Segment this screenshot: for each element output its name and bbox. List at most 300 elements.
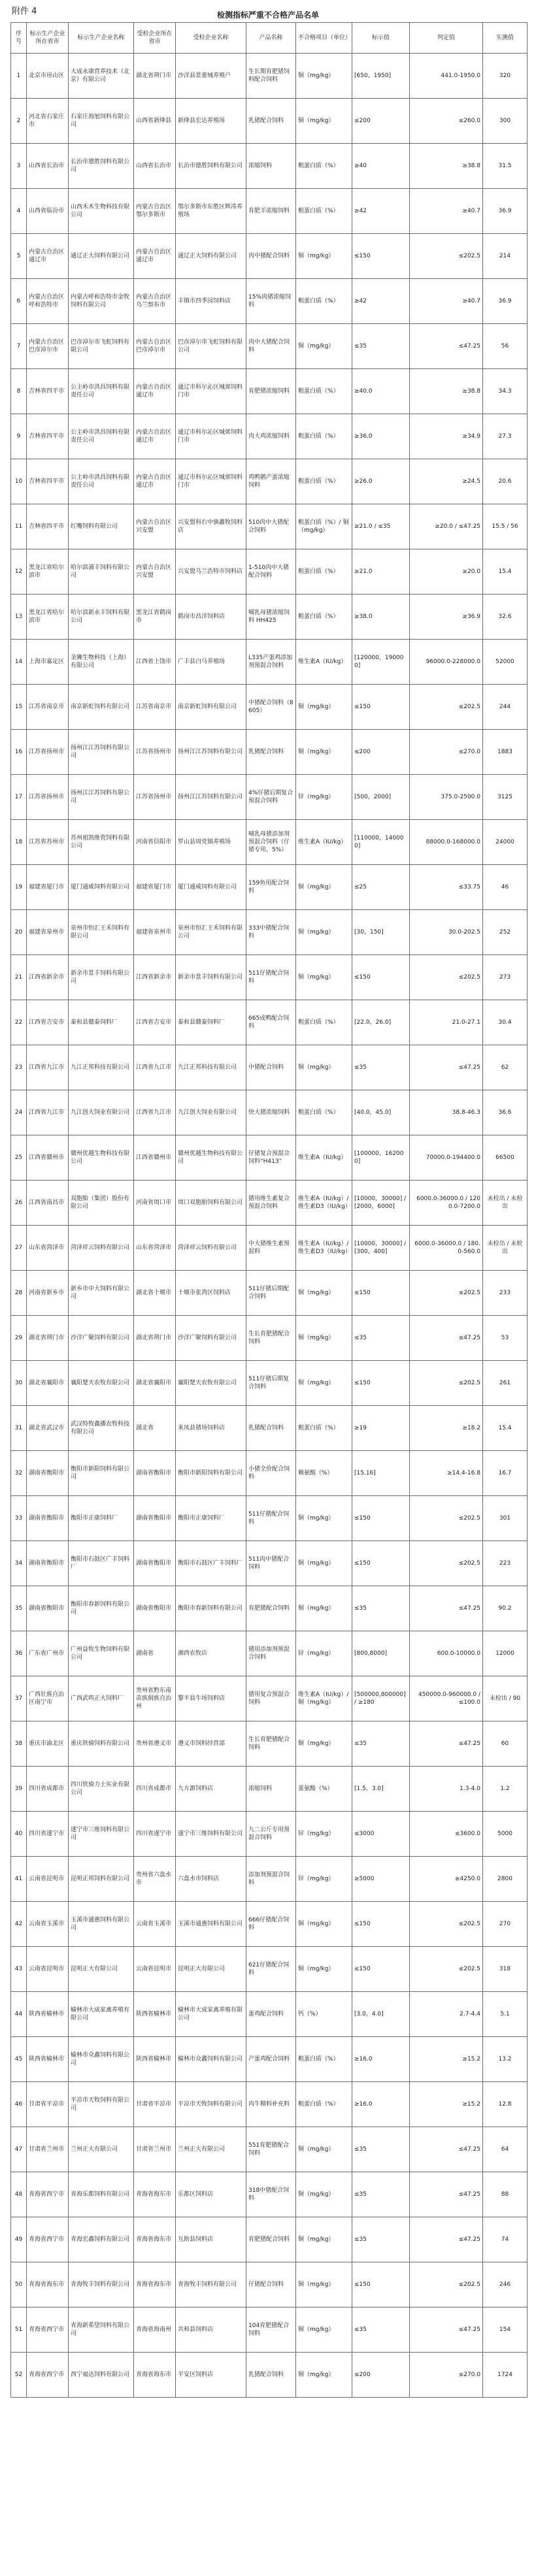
cell-failed-item: 铜（mg/kg） bbox=[296, 1496, 352, 1541]
table-row bbox=[11, 595, 528, 640]
cell-inspected-company: 衡阳市石鼓区广丰饲料厂 bbox=[176, 1541, 246, 1586]
cell-product: 快大猪浓缩饲料 bbox=[246, 1090, 296, 1135]
cell-inspected-province: 江西省九江市 bbox=[134, 1090, 176, 1135]
cell-label-company: 巴彦淖尔市飞虹饲料有限公司 bbox=[69, 324, 134, 369]
table-row bbox=[11, 549, 528, 595]
table-row bbox=[11, 955, 528, 1000]
cell-product: 生长期育肥猪饲料配合饲料 bbox=[246, 54, 296, 99]
cell-inspected-company: 衡阳市新阳饲料有限公司 bbox=[176, 1451, 246, 1496]
table-row bbox=[11, 1135, 528, 1181]
cell-inspected-province: 福建省泉州市 bbox=[134, 910, 176, 955]
cell-inspected-province: 山西省新绛县 bbox=[134, 99, 176, 144]
cell-label-province: 湖北省武汉市 bbox=[27, 1406, 69, 1451]
cell-product: 511肉中猪配合饲料 bbox=[246, 1541, 296, 1586]
cell-product: 小猪全价配合饲料 bbox=[246, 1451, 296, 1496]
table-row bbox=[11, 414, 528, 459]
table-row bbox=[11, 369, 528, 414]
cell-measured-value: 31.5 bbox=[483, 144, 528, 189]
cell-label-province: 湖南省衡阳市 bbox=[27, 1451, 69, 1496]
table-row bbox=[11, 1271, 528, 1316]
cell-label-company: 菏泽祥云饲料有限公司 bbox=[69, 1226, 134, 1271]
cell-inspected-company: 鄂尔多斯市东胜区辉涛养殖场 bbox=[176, 189, 246, 234]
cell-product: 乳猪配合饲料 bbox=[246, 99, 296, 144]
cell-inspected-province: 江西省赣州市 bbox=[134, 1135, 176, 1181]
cell-label-company: 泰和县赣泰饲料厂 bbox=[69, 1000, 134, 1045]
cell-label-company: 青海乐都饲料有限公司 bbox=[69, 2172, 134, 2217]
cell-no: 20 bbox=[11, 910, 27, 955]
cell-label-province: 黑龙江省哈尔滨市 bbox=[27, 595, 69, 640]
cell-inspected-province: 河南省周口市 bbox=[134, 1181, 176, 1226]
cell-inspected-province: 陕西省榆林市 bbox=[134, 2037, 176, 2082]
cell-inspected-province: 内蒙古自治区通辽市 bbox=[134, 414, 176, 459]
cell-label-company: 九江正邦科技有限公司 bbox=[69, 1045, 134, 1090]
cell-inspected-company: 青海牧丰饲料有限公司 bbox=[176, 2262, 246, 2307]
cell-inspected-company: 九江正邦科技有限公司 bbox=[176, 1045, 246, 1090]
cell-label-company: 平凉市天牧饲料有限公司 bbox=[69, 2082, 134, 2127]
table-row bbox=[11, 504, 528, 549]
cell-product: 666仔猪配合饲料 bbox=[246, 1902, 296, 1947]
table-row bbox=[11, 1676, 528, 1721]
cell-label-company: 青海牧丰饲料有限公司 bbox=[69, 2262, 134, 2307]
cell-product: 育肥猪浓缩饲料 bbox=[246, 369, 296, 414]
cell-inspected-company: 兴安盟科右中旗鑫牧饲料店 bbox=[176, 504, 246, 549]
cell-label-value: ≥42 bbox=[352, 279, 410, 324]
cell-label-value: ≤35 bbox=[352, 2172, 410, 2217]
cell-inspected-company: 九方源饲料店 bbox=[176, 1767, 246, 1812]
cell-no: 26 bbox=[11, 1181, 27, 1226]
cell-inspected-company: 十堰市张湾区饲料店 bbox=[176, 1271, 246, 1316]
cell-judge-value: 2.7-4.4 bbox=[410, 1992, 483, 2037]
table-row bbox=[11, 910, 528, 955]
cell-label-value: [500，2000] bbox=[352, 775, 410, 820]
header-inspected-province: 受检企业所在省市 bbox=[134, 23, 176, 54]
cell-judge-value: ≤202.5 bbox=[410, 685, 483, 730]
cell-product: 猪用添加剂预混合饲料 bbox=[246, 1631, 296, 1676]
cell-product: 中大猪维生素预混料 bbox=[246, 1226, 296, 1271]
cell-inspected-province: 青海省海东市 bbox=[134, 2217, 176, 2262]
cell-measured-value: 34.3 bbox=[483, 369, 528, 414]
cell-inspected-company: 衡阳市正康饲料厂 bbox=[176, 1496, 246, 1541]
cell-inspected-province: 内蒙古自治区通辽市 bbox=[134, 459, 176, 504]
cell-judge-value: ≤47.25 bbox=[410, 1586, 483, 1631]
cell-judge-value: ≤202.5 bbox=[410, 1902, 483, 1947]
cell-product: 哺乳母猪添加剂预混合饲料（仔猪专用，5%） bbox=[246, 820, 296, 865]
cell-failed-item: 铜（mg/kg） bbox=[296, 685, 352, 730]
cell-inspected-province: 湖南省衡阳市 bbox=[134, 1451, 176, 1496]
cell-inspected-province: 河南省信阳市 bbox=[134, 820, 176, 865]
cell-judge-value: ≤202.5 bbox=[410, 1361, 483, 1406]
header-failed-item: 不合格项目（单位） bbox=[296, 23, 352, 54]
cell-inspected-province: 湖南省衡阳市 bbox=[134, 1496, 176, 1541]
cell-judge-value: ≥20.0 / ≤47.25 bbox=[410, 504, 483, 549]
cell-no: 16 bbox=[11, 730, 27, 775]
table-row bbox=[11, 730, 528, 775]
cell-label-value: ≤200 bbox=[352, 2353, 410, 2398]
cell-label-province: 河北省石家庄市 bbox=[27, 99, 69, 144]
cell-judge-value: 38.8-46.3 bbox=[410, 1090, 483, 1135]
table-row bbox=[11, 1947, 528, 1992]
cell-label-province: 山东省菏泽市 bbox=[27, 1226, 69, 1271]
cell-measured-value: 244 bbox=[483, 685, 528, 730]
cell-label-province: 北京市房山区 bbox=[27, 54, 69, 99]
cell-no: 24 bbox=[11, 1090, 27, 1135]
cell-product: 鸡鸭鹅产蛋浓缩饲料 bbox=[246, 459, 296, 504]
cell-label-province: 内蒙古自治区呼和浩特市 bbox=[27, 279, 69, 324]
cell-judge-value: ≤47.25 bbox=[410, 1045, 483, 1090]
cell-label-province: 湖南省衡阳市 bbox=[27, 1541, 69, 1586]
cell-label-value: ≤35 bbox=[352, 1721, 410, 1767]
cell-no: 42 bbox=[11, 1902, 27, 1947]
cell-measured-value: 16.7 bbox=[483, 1451, 528, 1496]
cell-label-province: 广西壮族自治区南宁市 bbox=[27, 1676, 69, 1721]
cell-product: 肉中猪配合饲料 bbox=[246, 234, 296, 279]
cell-no: 41 bbox=[11, 1857, 27, 1902]
cell-inspected-company: 长治市德胜饲料有限公司 bbox=[176, 144, 246, 189]
cell-label-province: 吉林省四平市 bbox=[27, 414, 69, 459]
cell-judge-value: ≤270.0 bbox=[410, 730, 483, 775]
cell-label-province: 青海省西宁市 bbox=[27, 2217, 69, 2262]
cell-label-value: ≥5000 bbox=[352, 1857, 410, 1902]
cell-measured-value: 318 bbox=[483, 1947, 528, 1992]
cell-product: 乳猪配合饲料 bbox=[246, 2353, 296, 2398]
table-row bbox=[11, 2353, 528, 2398]
cell-product: L335产蛋鸡添加剂预混合饲料 bbox=[246, 640, 296, 685]
cell-inspected-company: 赣州优越生物科技有限公司 bbox=[176, 1135, 246, 1181]
cell-inspected-province: 湖北省 bbox=[134, 1406, 176, 1451]
cell-judge-value: ≤202.5 bbox=[410, 2262, 483, 2307]
cell-label-province: 江苏省扬州市 bbox=[27, 730, 69, 775]
cell-judge-value: 1.3-4.0 bbox=[410, 1767, 483, 1812]
cell-inspected-company: 乐都区饲料店 bbox=[176, 2172, 246, 2217]
cell-measured-value: 12.8 bbox=[483, 2082, 528, 2127]
cell-inspected-company: 衡阳市春新饲料有限公司 bbox=[176, 1586, 246, 1631]
cell-failed-item: 铜（mg/kg） bbox=[296, 234, 352, 279]
cell-label-company: 石家庄海旭饲料有限公司 bbox=[69, 99, 134, 144]
cell-label-value: ≤150 bbox=[352, 1541, 410, 1586]
cell-label-value: [3.0，4.0] bbox=[352, 1992, 410, 2037]
cell-failed-item: 铜（mg/kg） bbox=[296, 54, 352, 99]
table-row bbox=[11, 1992, 528, 2037]
cell-measured-value: 300 bbox=[483, 99, 528, 144]
cell-failed-item: 粗蛋白质（%） bbox=[296, 1406, 352, 1451]
cell-judge-value: ≤270.0 bbox=[410, 2353, 483, 2398]
cell-failed-item: 铜（mg/kg） bbox=[296, 1045, 352, 1090]
cell-inspected-company: 平凉市天牧饲料有限公司 bbox=[176, 2082, 246, 2127]
header-label-company: 标示生产企业名称 bbox=[69, 23, 134, 54]
cell-label-company: 武汉特牧鑫播农牧科技有限公司 bbox=[69, 1406, 134, 1451]
table-row bbox=[11, 279, 528, 324]
cell-label-province: 吉林省四平市 bbox=[27, 459, 69, 504]
cell-failed-item: 铜（mg/kg） bbox=[296, 1541, 352, 1586]
cell-inspected-province: 云南省玉溪市 bbox=[134, 1902, 176, 1947]
cell-no: 47 bbox=[11, 2127, 27, 2172]
cell-product: 510肉中大猪配合饲料 bbox=[246, 504, 296, 549]
cell-no: 37 bbox=[11, 1676, 27, 1721]
cell-inspected-company: 新余市景丰饲料有限公司 bbox=[176, 955, 246, 1000]
cell-label-value: ≤35 bbox=[352, 1586, 410, 1631]
cell-measured-value: 273 bbox=[483, 955, 528, 1000]
cell-inspected-province: 四川省成都市 bbox=[134, 1767, 176, 1812]
cell-inspected-company: 泉州市恒汇王禾饲料有限公司 bbox=[176, 910, 246, 955]
cell-judge-value: ≤47.25 bbox=[410, 2307, 483, 2353]
cell-measured-value: 88 bbox=[483, 2172, 528, 2217]
table-row bbox=[11, 1361, 528, 1406]
cell-measured-value: 15.5 / 56 bbox=[483, 504, 528, 549]
table-row bbox=[11, 820, 528, 865]
cell-product: 肉大鸡浓缩饲料 bbox=[246, 414, 296, 459]
cell-no: 38 bbox=[11, 1721, 27, 1767]
cell-label-value: ≥19 bbox=[352, 1406, 410, 1451]
cell-failed-item: 铜（mg/kg） bbox=[296, 1721, 352, 1767]
cell-label-province: 陕西省榆林市 bbox=[27, 1992, 69, 2037]
cell-label-company: 赣州优越生物科技有限公司 bbox=[69, 1135, 134, 1181]
cell-product: 浓缩饲料 bbox=[246, 1767, 296, 1812]
cell-failed-item: 铜（mg/kg） bbox=[296, 1902, 352, 1947]
cell-no: 22 bbox=[11, 1000, 27, 1045]
cell-failed-item: 铜（mg/kg） bbox=[296, 1586, 352, 1631]
cell-label-company: 广州益牧生物饲料有限公司 bbox=[69, 1631, 134, 1676]
cell-label-value: ≤150 bbox=[352, 234, 410, 279]
cell-failed-item: 粗蛋白质（%） bbox=[296, 1000, 352, 1045]
cell-inspected-province: 四川省遂宁市 bbox=[134, 1812, 176, 1857]
cell-product: 318中猪配合饲料 bbox=[246, 2172, 296, 2217]
cell-label-value: ≤150 bbox=[352, 1271, 410, 1316]
cell-label-company: 哈尔滨浦丰饲料有限公司 bbox=[69, 549, 134, 595]
cell-inspected-company: 六盘水市饲料店 bbox=[176, 1857, 246, 1902]
cell-label-company: 遂宁市三维饲料有限公司 bbox=[69, 1812, 134, 1857]
cell-failed-item: 维生素A（IU/kg） bbox=[296, 640, 352, 685]
table-row bbox=[11, 2217, 528, 2262]
cell-product: 肉牛精料补充料 bbox=[246, 2082, 296, 2127]
cell-failed-item: 粗蛋白质（%） bbox=[296, 189, 352, 234]
cell-label-province: 广东省广州市 bbox=[27, 1631, 69, 1676]
table-row bbox=[11, 234, 528, 279]
cell-inspected-company: 沙洋县景蕾城养殖户 bbox=[176, 54, 246, 99]
cell-label-value: ≤200 bbox=[352, 730, 410, 775]
cell-label-province: 江西省南昌市 bbox=[27, 1181, 69, 1226]
cell-judge-value: ≥38.8 bbox=[410, 144, 483, 189]
cell-no: 25 bbox=[11, 1135, 27, 1181]
cell-inspected-province: 湖北省荆门市 bbox=[134, 1316, 176, 1361]
cell-label-value: ≥26.0 bbox=[352, 459, 410, 504]
cell-judge-value: ≥34.9 bbox=[410, 414, 483, 459]
cell-inspected-province: 甘肃省平凉市 bbox=[134, 2082, 176, 2127]
cell-inspected-province: 湖北省十堰市 bbox=[134, 1271, 176, 1316]
cell-label-province: 吉林省四平市 bbox=[27, 369, 69, 414]
cell-label-company: 苏州祖凯维瓷饲料有限公司 bbox=[69, 820, 134, 865]
cell-label-company: 襄阳楚天农牧有限公司 bbox=[69, 1361, 134, 1406]
cell-measured-value: 1724 bbox=[483, 2353, 528, 2398]
cell-no: 45 bbox=[11, 2037, 27, 2082]
cell-label-value: ≤150 bbox=[352, 685, 410, 730]
cell-label-province: 福建省厦门市 bbox=[27, 865, 69, 910]
cell-product: 333中猪配合饲料 bbox=[246, 910, 296, 955]
cell-label-province: 福建省泉州市 bbox=[27, 910, 69, 955]
cell-judge-value: ≥36.9 bbox=[410, 595, 483, 640]
cell-inspected-company: 罗山县周党镇养殖场 bbox=[176, 820, 246, 865]
cell-inspected-company: 通辽正大饲料有限公司 bbox=[176, 234, 246, 279]
cell-label-province: 青海省海东市 bbox=[27, 2262, 69, 2307]
cell-inspected-province: 江苏省扬州市 bbox=[134, 730, 176, 775]
cell-label-value: [100000，162000] bbox=[352, 1135, 410, 1181]
cell-inspected-province: 江西省上饶市 bbox=[134, 640, 176, 685]
header-judge-value: 判定值 bbox=[410, 23, 483, 54]
cell-failed-item: 锌（mg/kg） bbox=[296, 775, 352, 820]
cell-no: 17 bbox=[11, 775, 27, 820]
unqualified-products-table bbox=[10, 22, 528, 2398]
cell-label-company: 扬州江江苏饲料有限公司 bbox=[69, 730, 134, 775]
cell-measured-value: 24000 bbox=[483, 820, 528, 865]
cell-measured-value: 52000 bbox=[483, 640, 528, 685]
cell-failed-item: 粗蛋白质（%） bbox=[296, 369, 352, 414]
table-row bbox=[11, 1000, 528, 1045]
cell-no: 23 bbox=[11, 1045, 27, 1090]
cell-product: 添加剂预混合饲料 bbox=[246, 1857, 296, 1902]
cell-failed-item: 铜（mg/kg） bbox=[296, 2307, 352, 2353]
cell-label-value: ≤25 bbox=[352, 865, 410, 910]
table-row bbox=[11, 324, 528, 369]
cell-no: 44 bbox=[11, 1992, 27, 2037]
cell-label-province: 云南省昆明市 bbox=[27, 1857, 69, 1902]
cell-no: 28 bbox=[11, 1271, 27, 1316]
cell-product: 浓缩饲料 bbox=[246, 144, 296, 189]
cell-judge-value: 450000.0-960000.0 / ≤100.0 bbox=[410, 1676, 483, 1721]
cell-label-value: [10000，30000] / [300，400] bbox=[352, 1226, 410, 1271]
cell-no: 36 bbox=[11, 1631, 27, 1676]
cell-inspected-company: 襄阳楚天农牧有限公司 bbox=[176, 1361, 246, 1406]
cell-label-province: 江西省新余市 bbox=[27, 955, 69, 1000]
cell-product: 511仔猪后期配合饲料 bbox=[246, 1271, 296, 1316]
table-row bbox=[11, 2262, 528, 2307]
table-row bbox=[11, 685, 528, 730]
cell-inspected-province: 贵州省六盘水市 bbox=[134, 1857, 176, 1902]
cell-inspected-province: 云南省昆明市 bbox=[134, 1947, 176, 1992]
cell-label-company: 通辽正大饲料有限公司 bbox=[69, 234, 134, 279]
cell-label-value: ≤150 bbox=[352, 955, 410, 1000]
table-row bbox=[11, 1631, 528, 1676]
cell-label-company: 泉州市恒汇王禾饲料有限公司 bbox=[69, 910, 134, 955]
cell-judge-value: 96000.0-228000.0 bbox=[410, 640, 483, 685]
cell-measured-value: 1883 bbox=[483, 730, 528, 775]
cell-judge-value: ≤202.5 bbox=[410, 1496, 483, 1541]
cell-label-province: 吉林省四平市 bbox=[27, 504, 69, 549]
cell-label-province: 江西省九江市 bbox=[27, 1045, 69, 1090]
cell-measured-value: 未检出 / 未检出 bbox=[483, 1181, 528, 1226]
cell-inspected-province: 江西省新余市 bbox=[134, 955, 176, 1000]
cell-product: 仔猪配合饲料 bbox=[246, 2262, 296, 2307]
cell-no: 14 bbox=[11, 640, 27, 685]
cell-no: 34 bbox=[11, 1541, 27, 1586]
cell-label-company: 衡阳市石鼓区广丰饲料厂 bbox=[69, 1541, 134, 1586]
cell-judge-value: ≥40.7 bbox=[410, 189, 483, 234]
cell-label-value: ≥16.0 bbox=[352, 2037, 410, 2082]
header-no: 序号 bbox=[11, 23, 27, 54]
cell-inspected-company: 榆林市众鑫饲料有限公司 bbox=[176, 2037, 246, 2082]
table-row bbox=[11, 99, 528, 144]
cell-failed-item: 维生素A（IU/kg）/ 维生素D3（IU/kg） bbox=[296, 1226, 352, 1271]
cell-judge-value: ≥38.8 bbox=[410, 369, 483, 414]
cell-label-province: 重庆市渝北区 bbox=[27, 1721, 69, 1767]
cell-label-company: 衡阳市正康饲料厂 bbox=[69, 1496, 134, 1541]
cell-inspected-company: 周口双胞胎饲料有限公司 bbox=[176, 1181, 246, 1226]
cell-label-province: 山西省长治市 bbox=[27, 144, 69, 189]
cell-label-company: 公主岭市洪昌饲料有限责任公司 bbox=[69, 459, 134, 504]
cell-judge-value: ≤47.25 bbox=[410, 2172, 483, 2217]
cell-no: 50 bbox=[11, 2262, 27, 2307]
table-header-row bbox=[11, 23, 528, 54]
cell-label-value: ≥40.0 bbox=[352, 369, 410, 414]
cell-measured-value: 3125 bbox=[483, 775, 528, 820]
cell-label-value: [650，1950] bbox=[352, 54, 410, 99]
cell-label-province: 湖北省襄阳市 bbox=[27, 1361, 69, 1406]
cell-measured-value: 20.6 bbox=[483, 459, 528, 504]
header-label-province: 标示生产企业所在省市 bbox=[27, 23, 69, 54]
cell-label-value: ≤150 bbox=[352, 1496, 410, 1541]
cell-failed-item: 蛋氨酸（%） bbox=[296, 1767, 352, 1812]
cell-failed-item: 维生素A（IU/kg） bbox=[296, 820, 352, 865]
cell-inspected-province: 内蒙古自治区兴安盟 bbox=[134, 504, 176, 549]
cell-label-value: [15.16] bbox=[352, 1451, 410, 1496]
cell-inspected-province: 内蒙古自治区巴彦淖尔市 bbox=[134, 324, 176, 369]
cell-product: 中猪配合饲料（8605） bbox=[246, 685, 296, 730]
cell-label-province: 江苏省南京市 bbox=[27, 685, 69, 730]
cell-no: 3 bbox=[11, 144, 27, 189]
cell-label-company: 衡阳市新阳饲料有限公司 bbox=[69, 1451, 134, 1496]
cell-inspected-company: 兴安盟乌兰浩特市饲料店 bbox=[176, 549, 246, 595]
cell-label-province: 内蒙古自治区巴彦淖尔市 bbox=[27, 324, 69, 369]
cell-measured-value: 未检出 / 90 bbox=[483, 1676, 528, 1721]
cell-measured-value: 30.4 bbox=[483, 1000, 528, 1045]
cell-measured-value: 74 bbox=[483, 2217, 528, 2262]
cell-inspected-company: 遵义市饲料经营部 bbox=[176, 1721, 246, 1767]
cell-failed-item: 粗蛋白质（%） bbox=[296, 414, 352, 459]
cell-label-value: ≥40 bbox=[352, 144, 410, 189]
cell-measured-value: 1.2 bbox=[483, 1767, 528, 1812]
cell-judge-value: ≤33.75 bbox=[410, 865, 483, 910]
cell-label-province: 上海市嘉定区 bbox=[27, 640, 69, 685]
cell-inspected-province: 内蒙古自治区通辽市 bbox=[134, 234, 176, 279]
cell-measured-value: 90.2 bbox=[483, 1586, 528, 1631]
cell-label-value: ≤200 bbox=[352, 99, 410, 144]
cell-judge-value: ≤47.25 bbox=[410, 1721, 483, 1767]
cell-no: 11 bbox=[11, 504, 27, 549]
cell-inspected-company: 兰州正大有限公司 bbox=[176, 2127, 246, 2172]
cell-label-value: ≥21.0 bbox=[352, 549, 410, 595]
cell-judge-value: ≤260.0 bbox=[410, 99, 483, 144]
table-row bbox=[11, 1496, 528, 1541]
table-row bbox=[11, 2307, 528, 2353]
cell-judge-value: 375.0-2500.0 bbox=[410, 775, 483, 820]
cell-label-company: 山西禾木生物科技有限公司 bbox=[69, 189, 134, 234]
cell-label-company: 沙洋广聚饲料有限公司 bbox=[69, 1316, 134, 1361]
cell-inspected-province: 山东省菏泽市 bbox=[134, 1226, 176, 1271]
cell-inspected-company: 来凤县猪场饲料店 bbox=[176, 1406, 246, 1451]
cell-label-province: 江西省赣州市 bbox=[27, 1135, 69, 1181]
cell-inspected-company: 通辽市科尔沁区城郊饲料门市 bbox=[176, 414, 246, 459]
cell-label-company: 广西武鸣正大饲料厂 bbox=[69, 1676, 134, 1721]
cell-product: 159鱼用配合饲料 bbox=[246, 865, 296, 910]
cell-measured-value: 60 bbox=[483, 1721, 528, 1767]
cell-failed-item: 铜（mg/kg） bbox=[296, 1271, 352, 1316]
cell-inspected-company: 通辽市科尔沁区城郊饲料门市 bbox=[176, 369, 246, 414]
cell-label-company: 西宁福达饲料有限公司 bbox=[69, 2353, 134, 2398]
cell-label-value: [22.0，26.0] bbox=[352, 1000, 410, 1045]
cell-label-province: 湖北省荆门市 bbox=[27, 1316, 69, 1361]
cell-label-province: 四川省成都市 bbox=[27, 1767, 69, 1812]
table-row bbox=[11, 144, 528, 189]
cell-no: 32 bbox=[11, 1451, 27, 1496]
cell-label-value: ≤35 bbox=[352, 2127, 410, 2172]
